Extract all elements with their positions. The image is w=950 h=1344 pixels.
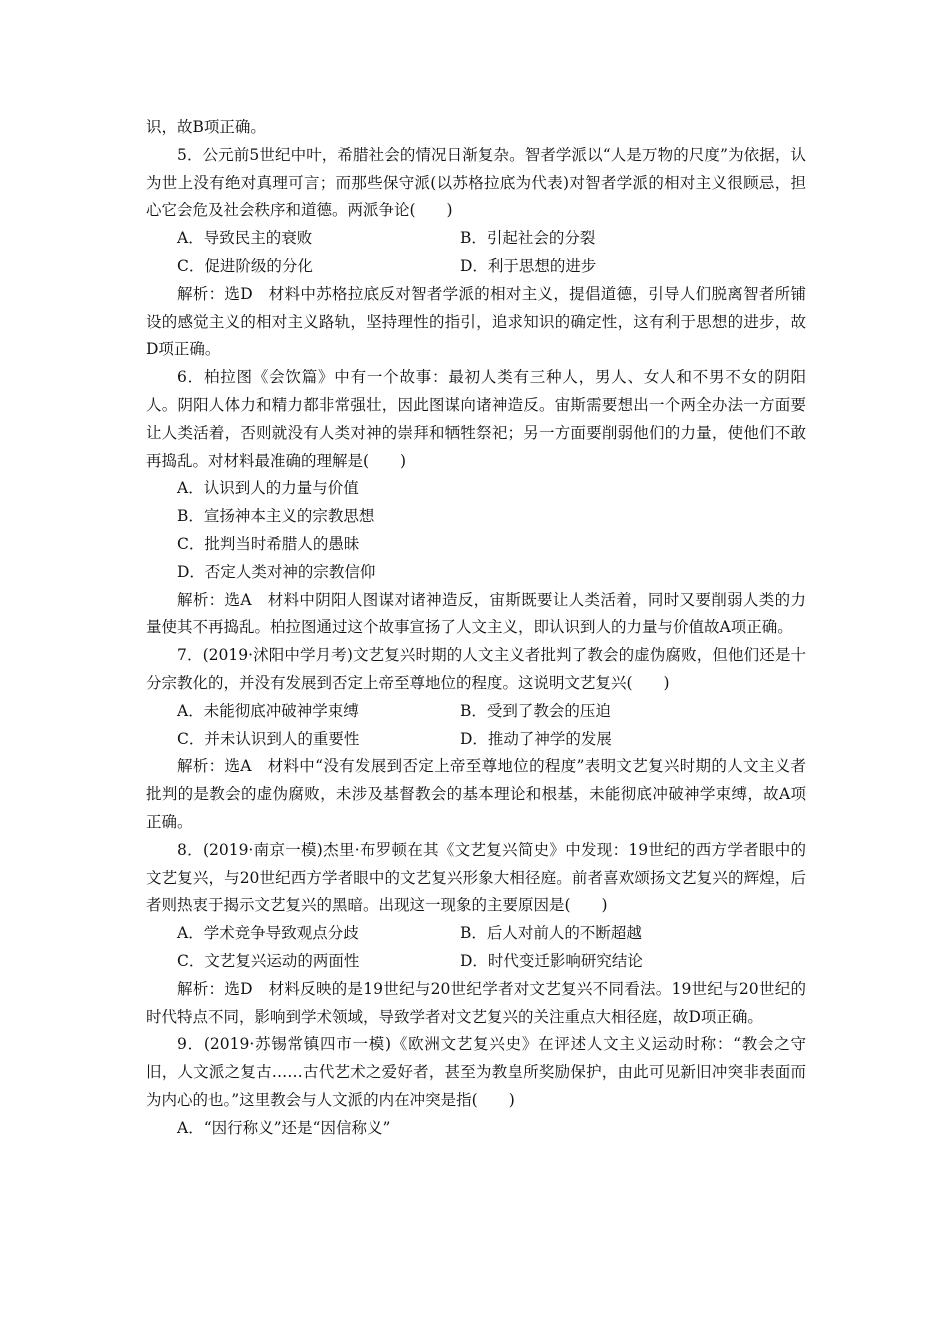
option-b: B．后人对前人的不断超越 xyxy=(460,924,642,943)
question-8-answer: 解析：选D 材料反映的是19世纪与20世纪学者对文艺复兴不同看法。19世纪与20世纪的时代特点不同，影响到学术领域，导致学者对文艺复兴的关注重点大相径庭，故D项正确。 xyxy=(146,979,806,1026)
option-a: A．学术竞争导致观点分歧 xyxy=(177,924,359,943)
option-d: D．否定人类对神的宗教信仰 xyxy=(177,562,376,581)
question-5-stem: 5．公元前5世纪中叶，希腊社会的情况日渐复杂。智者学派以“人是万物的尺度”为依据，认为世上没有绝对真理可言；而那些保守派(以苏格拉底为代表)对智者学派的相对主义很顾忌，担心它会危及社会秩序和道德。两派争论( ) xyxy=(146,145,806,220)
option-c: C．并未认识到人的重要性 xyxy=(177,729,360,748)
option-c: C．文艺复兴运动的两面性 xyxy=(177,951,360,970)
option-b: B．引起社会的分裂 xyxy=(460,229,596,248)
option-d: D．推动了神学的发展 xyxy=(460,729,612,748)
question-7-answer: 解析：选A 材料中“没有发展到否定上帝至尊地位的程度”表明文艺复兴时期的人文主义者批判的是教会的虚伪腐败，未涉及基督教会的基本理论和根基，未能彻底冲破神学束缚，故A项正确。 xyxy=(146,757,806,831)
question-9-stem: 9．(2019·苏锡常镇四市一模)《欧洲文艺复兴史》在评述人文主义运动时称：“教会之守旧，人文派之复古……古代艺术之爱好者，甚至为教皇所奖励保护，由此可见新旧冲突非表面而为内心的也。”这里教会与人文派的内在冲突是指( ) xyxy=(146,1035,806,1109)
option-a: A．“因行称义”还是“因信称义” xyxy=(177,1118,391,1137)
option-b: B．受到了教会的压迫 xyxy=(460,701,611,720)
question-7-options-row-2 xyxy=(146,726,806,754)
option-b: B．宣扬神本主义的宗教思想 xyxy=(177,507,375,526)
question-8-options-row-2 xyxy=(146,948,806,976)
option-a: A．认识到人的力量与价值 xyxy=(177,479,359,498)
question-8-options-row-1 xyxy=(146,920,806,948)
option-c: C．促进阶级的分化 xyxy=(177,256,313,275)
option-c: C．批判当时希腊人的愚昧 xyxy=(177,534,360,553)
lead-text: 识，故B项正确。 xyxy=(146,118,266,136)
question-8-stem: 8．(2019·南京一模)杰里·布罗顿在其《文艺复兴简史》中发现：19世纪的西方学者眼中的文艺复兴，与20世纪西方学者眼中的文艺复兴形象大相径庭。前者喜欢颂扬文艺复兴的辉煌，后者则热衷于揭示文艺复兴的黑暗。出现这一现象的主要原因是( ) xyxy=(146,840,806,915)
option-d: D．利于思想的进步 xyxy=(460,256,597,275)
question-6-answer: 解析：选A 材料中阴阳人图谋对诸神造反，宙斯既要让人类活着，同时又要削弱人类的力量使其不再捣乱。柏拉图通过这个故事宣扬了人文主义，即认识到人的力量与价值故A项正确。 xyxy=(146,590,806,637)
document-page xyxy=(146,114,806,1142)
option-d: D．时代变迁影响研究结论 xyxy=(460,951,643,970)
option-a: A．导致民主的衰败 xyxy=(177,229,313,248)
question-5-options-row-2 xyxy=(146,253,806,281)
question-5-answer: 解析：选D 材料中苏格拉底反对智者学派的相对主义，提倡道德，引导人们脱离智者所铺设的感觉主义的相对主义路轨，坚持理性的指引，追求知识的确定性，这有利于思想的进步，故D项正确。 xyxy=(146,284,806,359)
option-a: A．未能彻底冲破神学束缚 xyxy=(177,701,359,720)
question-6-stem: 6．柏拉图《会饮篇》中有一个故事：最初人类有三种人，男人、女人和不男不女的阴阳人。阴阳人体力和精力都非常强壮，因此图谋向诸神造反。宙斯需要想出一个两全办法一方面要让人类活着，否则就没有人类对神的崇拜和牺牲祭祀；另一方面要削弱他们的力量，使他们不敢再捣乱。对材料最准确的理解是( ) xyxy=(146,368,806,470)
question-5-options-row-1 xyxy=(146,225,806,253)
question-7-stem: 7．(2019·沭阳中学月考)文艺复兴时期的人文主义者批判了教会的虚伪腐败，但他们还是十分宗教化的，并没有发展到否定上帝至尊地位的程度。这说明文艺复兴( ) xyxy=(146,646,806,692)
question-7-options-row-1 xyxy=(146,698,806,726)
